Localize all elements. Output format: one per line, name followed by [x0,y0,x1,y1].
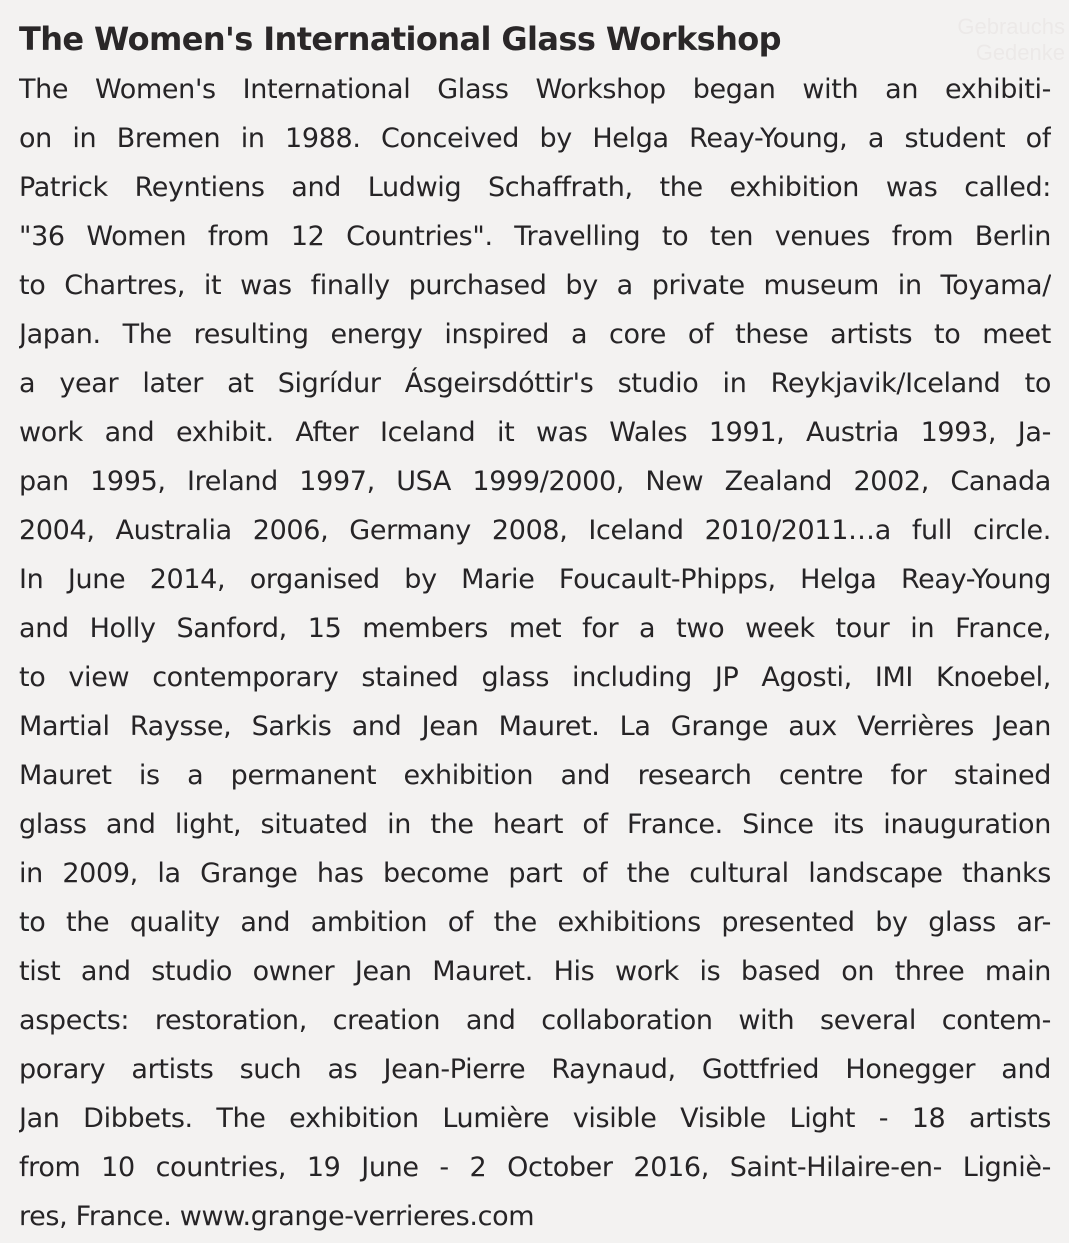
body-line: Japan. The resulting energy inspired a core of these artists to meet [19,319,1051,350]
bleed-through-line-1: Gebrauchs [957,14,1065,39]
body-line-last: res, France. www.grange-verrieres.com [19,1201,535,1232]
body-line: In June 2014, organised by Marie Foucault-Phipps, Helga Reay-Young [19,564,1051,595]
body-line: "36 Women from 12 Countries". Travelling to ten venues from Berlin [19,221,1051,252]
body-line: in 2009, la Grange has become part of the cultural landscape thanks [19,858,1051,889]
body-line: to view contemporary stained glass including JP Agosti, IMI Knoebel, [19,662,1051,693]
body-line: on in Bremen in 1988. Conceived by Helga Reay-Young, a student of [19,123,1051,154]
body-line: to the quality and ambition of the exhibitions presented by glass ar- [19,907,1051,938]
body-line: to Chartres, it was finally purchased by a private museum in Toyama/ [19,270,1051,301]
body-line: work and exhibit. After Iceland it was Wales 1991, Austria 1993, Ja- [19,417,1051,448]
body-line: tist and studio owner Jean Mauret. His work is based on three main [19,956,1051,987]
body-line: porary artists such as Jean-Pierre Raynaud, Gottfried Honegger and [19,1054,1051,1085]
article-body [19,65,1051,1241]
body-line: Martial Raysse, Sarkis and Jean Mauret. La Grange aux Verrières Jean [19,711,1051,742]
article-title: The Women's International Glass Workshop [19,20,781,58]
body-line: and Holly Sanford, 15 members met for a two week tour in France, [19,613,1051,644]
body-line: from 10 countries, 19 June - 2 October 2016, Saint-Hilaire-en- Ligniè- [19,1152,1051,1183]
body-line: The Women's International Glass Workshop began with an exhibiti- [19,74,1051,105]
bleed-through-line-2: Gedenke [975,40,1065,65]
body-line: Patrick Reyntiens and Ludwig Schaffrath, the exhibition was called: [19,172,1051,203]
body-line: aspects: restoration, creation and collaboration with several contem- [19,1005,1051,1036]
body-line: 2004, Australia 2006, Germany 2008, Iceland 2010/2011…a full circle. [19,515,1051,546]
body-line: pan 1995, Ireland 1997, USA 1999/2000, New Zealand 2002, Canada [19,466,1051,497]
body-line: Mauret is a permanent exhibition and research centre for stained [19,760,1051,791]
body-line: glass and light, situated in the heart of France. Since its inauguration [19,809,1051,840]
body-line: Jan Dibbets. The exhibition Lumière visible Visible Light - 18 artists [19,1103,1051,1134]
body-line: a year later at Sigrídur Ásgeirsdóttir's studio in Reykjavik/Iceland to [19,368,1051,399]
